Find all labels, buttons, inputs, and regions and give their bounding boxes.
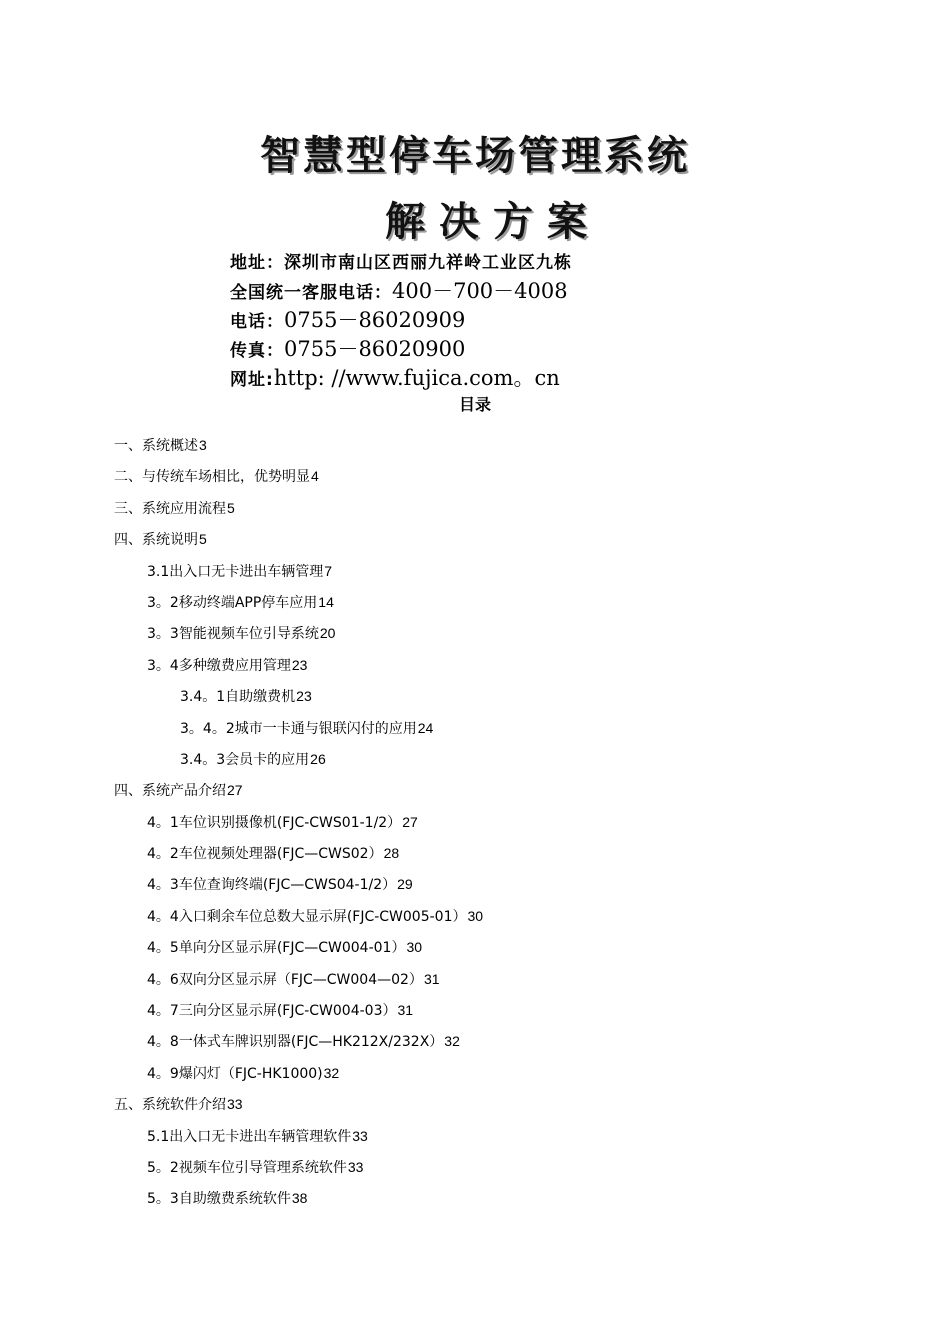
- toc-entry[interactable]: [0, 1060, 950, 1091]
- toc-entry-title: 4。3车位查询终端(FJC—CWS04-1/2）: [147, 877, 397, 894]
- toc-entry-title: 5。2视频车位引导管理系统软件: [147, 1159, 347, 1176]
- toc-entry-title: 3。2移动终端APP停车应用: [147, 594, 318, 611]
- toc-entry[interactable]: [0, 777, 950, 808]
- toc-entry-page-number: 23: [296, 688, 312, 705]
- toc-entry-title: 四、系统说明: [114, 532, 198, 549]
- toc-entry-page-number: 33: [352, 1127, 368, 1144]
- toc-entry[interactable]: [0, 934, 950, 965]
- toc-entry[interactable]: [0, 526, 950, 557]
- toc-entry[interactable]: [0, 683, 950, 714]
- toc-entry-title: 4。5单向分区显示屏(FJC—CW004-01）: [147, 940, 406, 957]
- toc-entry[interactable]: [0, 558, 950, 589]
- toc-entry-title: 五、系统软件介绍: [114, 1097, 226, 1114]
- toc-entry-page-number: 31: [397, 1002, 414, 1019]
- document-subtitle: 解决方案: [385, 199, 601, 245]
- toc-entry[interactable]: [0, 495, 950, 526]
- toc-entry-page-number: 38: [291, 1190, 308, 1207]
- toc-entry-title: 4。2车位视频处理器(FJC—CWS02）: [147, 846, 383, 863]
- toc-entry[interactable]: [0, 1154, 950, 1185]
- toc-entry[interactable]: [0, 463, 950, 494]
- toc-entry-page-number: 32: [444, 1033, 460, 1050]
- table-of-contents: [0, 432, 950, 1217]
- toc-entry[interactable]: [0, 1123, 950, 1154]
- toc-entry[interactable]: [0, 966, 950, 997]
- toc-heading: 目录: [458, 395, 491, 414]
- toc-entry-title: 4。6双向分区显示屏（FJC—CW004—02）: [147, 971, 423, 988]
- toc-entry-title: 4。8一体式车牌识别器(FJC—HK212X/232X）: [147, 1034, 444, 1051]
- contact-label: 网址:: [230, 370, 274, 390]
- toc-entry[interactable]: [0, 871, 950, 902]
- toc-entry-title: 4。1车位识别摄像机(FJC-CWS01-1/2）: [147, 814, 402, 831]
- toc-entry-page-number: 26: [310, 750, 326, 767]
- toc-entry-title: 四、系统产品介绍: [114, 783, 226, 800]
- contact-row: [230, 248, 930, 277]
- toc-entry-title: 3.4。3会员卡的应用: [180, 751, 310, 768]
- toc-entry-title: 三、系统应用流程: [114, 500, 226, 517]
- toc-entry[interactable]: [0, 746, 950, 777]
- toc-entry-page-number: 23: [291, 656, 308, 673]
- toc-entry[interactable]: [0, 432, 950, 463]
- toc-entry-title: 3。3智能视频车位引导系统: [147, 626, 319, 643]
- contact-block: [230, 248, 930, 393]
- contact-value: 0755－86020909: [284, 308, 466, 332]
- toc-entry[interactable]: [0, 1091, 950, 1122]
- toc-entry-title: 4。7三向分区显示屏(FJC-CW004-03）: [147, 1003, 397, 1020]
- contact-value: http: //www.fujica.com。cn: [273, 366, 560, 390]
- contact-row: [230, 277, 930, 306]
- contact-label: 电话：: [230, 312, 284, 332]
- toc-entry-title: 3。4多种缴费应用管理: [147, 657, 291, 674]
- toc-entry[interactable]: [0, 1185, 950, 1216]
- toc-entry-page-number: 30: [467, 907, 484, 924]
- contact-value: 400－700－4008: [392, 279, 568, 303]
- toc-entry[interactable]: [0, 840, 950, 871]
- toc-entry-page-number: 30: [406, 939, 423, 956]
- toc-entry[interactable]: [0, 809, 950, 840]
- toc-entry-page-number: 5: [199, 531, 207, 548]
- contact-label: 传真：: [230, 341, 284, 361]
- toc-entry-page-number: 33: [347, 1158, 364, 1175]
- toc-entry[interactable]: [0, 620, 950, 651]
- toc-entry[interactable]: [0, 903, 950, 934]
- toc-entry[interactable]: [0, 997, 950, 1028]
- toc-entry[interactable]: [0, 1028, 950, 1059]
- document-title: 智慧型停车场管理系统: [260, 133, 690, 179]
- toc-entry-page-number: 14: [318, 593, 334, 610]
- contact-row: [230, 364, 930, 393]
- toc-entry-title: 4。9爆闪灯（FJC-HK1000): [147, 1065, 323, 1082]
- toc-entry-title: 一、系统概述: [114, 438, 198, 454]
- contact-value: 0755－86020900: [284, 337, 466, 361]
- contact-label: 地址：: [230, 253, 284, 273]
- toc-entry-title: 5.1出入口无卡进出车辆管理软件: [147, 1128, 352, 1145]
- toc-entry[interactable]: [0, 589, 950, 620]
- toc-entry-page-number: 3: [199, 437, 207, 453]
- toc-entry-title: 3.4。1自助缴费机: [180, 689, 296, 706]
- toc-entry-page-number: 20: [319, 625, 336, 642]
- toc-entry-page-number: 24: [417, 719, 434, 736]
- toc-entry-page-number: 7: [324, 562, 333, 579]
- toc-entry-page-number: 28: [383, 845, 400, 862]
- contact-value: 深圳市南山区西丽九祥岭工业区九栋: [284, 253, 572, 273]
- toc-entry-page-number: 31: [423, 970, 440, 987]
- toc-entry[interactable]: [0, 715, 950, 746]
- toc-entry-page-number: 27: [227, 782, 243, 799]
- toc-entry-title: 4。4入口剩余车位总数大显示屏(FJC-CW005-01）: [147, 908, 467, 925]
- contact-label: 全国统一客服电话：: [230, 283, 392, 303]
- toc-entry-page-number: 4: [311, 468, 319, 485]
- toc-entry-title: 5。3自助缴费系统软件: [147, 1191, 291, 1208]
- toc-entry-title: 3。4。2城市一卡通与银联闪付的应用: [180, 720, 417, 737]
- contact-row: [230, 335, 930, 364]
- toc-entry[interactable]: [0, 652, 950, 683]
- toc-entry-page-number: 29: [397, 876, 413, 893]
- toc-entry-page-number: 27: [402, 813, 418, 830]
- toc-entry-page-number: 5: [227, 499, 235, 516]
- contact-row: [230, 306, 930, 335]
- toc-entry-page-number: 33: [227, 1096, 243, 1113]
- toc-entry-page-number: 32: [323, 1064, 340, 1081]
- toc-entry-title: 二、与传统车场相比，优势明显: [114, 469, 310, 486]
- toc-entry-title: 3.1出入口无卡进出车辆管理: [147, 563, 324, 580]
